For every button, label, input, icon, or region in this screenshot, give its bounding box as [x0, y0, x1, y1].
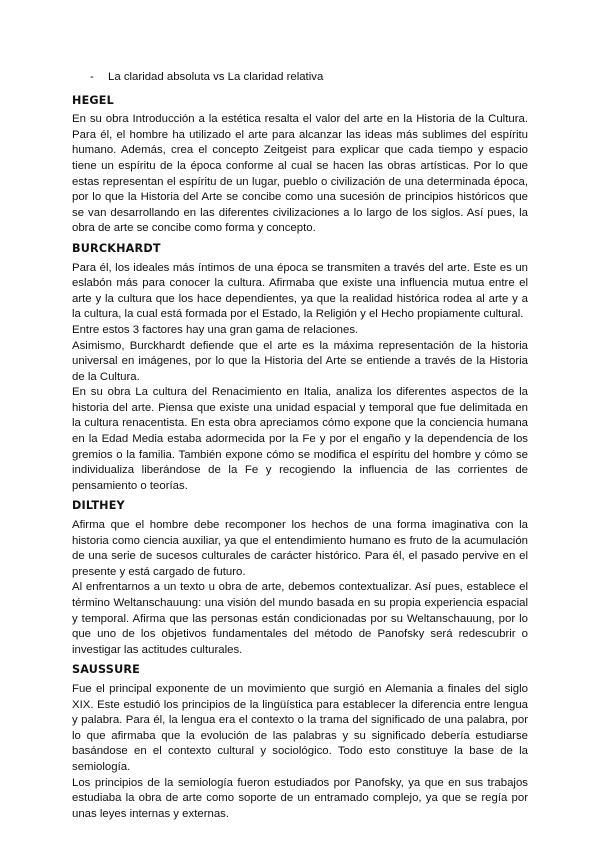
paragraph: Los principios de la semiología fueron estudiados por Panofsky, ya que en sus trabajos estudiaba la obra de arte como soporte de un entramado complejo, ya que se regía por unas leyes internas y externas.	[72, 776, 528, 820]
section-heading: SAUSSURE	[72, 663, 141, 677]
paragraph: Asimismo, Burckhardt defiende que el arte es la máxima representación de la historia universal en imágenes, por lo que la Historia del Arte se entiende a través de la Historia de la Cultura.	[72, 339, 528, 383]
paragraph: Fue el principal exponente de un movimiento que surgió en Alemania a finales del siglo XIX. Este estudió los principios de la lingüística para establecer la diferencia entre lengua y palabra. Para él, la lengua era el contexto o la trama del significado de una palabra, por lo que afirmaba que la evolución de las palabras y su significado debería estudiarse basándose en el contexto cultural y sociológico. Todo esto constituye la base de la semiología.	[72, 682, 528, 773]
section-heading: DILTHEY	[72, 499, 125, 513]
section-burckhardt	[72, 241, 528, 495]
section-hegel	[72, 93, 528, 237]
paragraph: Para él, los ideales más íntimos de una época se transmiten a través del arte. Este es un eslabón más para conocer la cultura. Afirmaba que existe una influencia mutua entre el arte y la cultura que los hace dependientes, ya que la realidad histórica rodea al arte y a la cultura, la cual está formada por el Estado, la Religión y el Hecho propiamente cultural.	[72, 261, 528, 321]
section-heading: BURCKHARDT	[72, 241, 161, 255]
bullet-dash: -	[90, 71, 94, 83]
paragraph: En su obra Introducción a la estética resalta el valor del arte en la Historia de la Cultura. Para él, el hombre ha utilizado el arte para alcanzar las ideas más sublimes del espíritu humano. Además, crea el concepto Zeitgeist para explicar que cada tiempo y espacio tiene un espíritu de la época conforme al cual se hacen las obras artísticas. Por lo que estas representan el espíritu de un lugar, pueblo o civilización de una determinada época, por lo que la Historia del Arte se concibe como una sucesión de principios históricos que se van desarrollando en las diferentes civilizaciones a lo largo de los siglos. Así pues, la obra de arte se concibe como forma y concepto.	[72, 113, 528, 235]
paragraph: Al enfrentarnos a un texto u obra de arte, debemos contextualizar. Así pues, establece el término Weltanschauung: una visión del mundo basada en su propia experiencia espacial y temporal. Afirma que las personas están condicionadas por su Weltanschauung, por lo que uno de los objetivos fundamentales del método de Panofsky será redescubrir o investigar las actitudes culturales.	[72, 581, 528, 656]
section-heading: HEGEL	[72, 93, 114, 107]
paragraph: Afirma que el hombre debe recomponer los hechos de una forma imaginativa con la historia como ciencia auxiliar, ya que el entendimiento humano es fruto de la acumulación de una serie de sucesos culturales de carácter histórico. Para él, el pasado pervive en el presente y está cargado de futuro.	[72, 519, 528, 578]
paragraph: Entre estos 3 factores hay una gran gama de relaciones.	[72, 323, 359, 336]
bullet-text: La claridad absoluta vs La claridad relativa	[108, 71, 324, 83]
paragraph: En su obra La cultura del Renacimiento en Italia, analiza los diferentes aspectos de la historia del arte. Piensa que existe una unidad espacial y temporal que fue delimitada en la cultura renacentista. En esta obra apreciamos cómo expone que la conciencia humana en la Edad Media estaba adormecida por la Fe y por el engaño y la dependencia de los gremios o la familia. También expone cómo se modifica el espíritu del hombre y cómo se individualiza liberándose de la Fe y recogiendo la influencia de las corrientes de pensamiento o teorías.	[72, 386, 528, 492]
bullet-item	[90, 70, 528, 86]
section-dilthey	[72, 498, 528, 658]
document-page	[72, 70, 528, 824]
section-saussure	[72, 662, 528, 822]
